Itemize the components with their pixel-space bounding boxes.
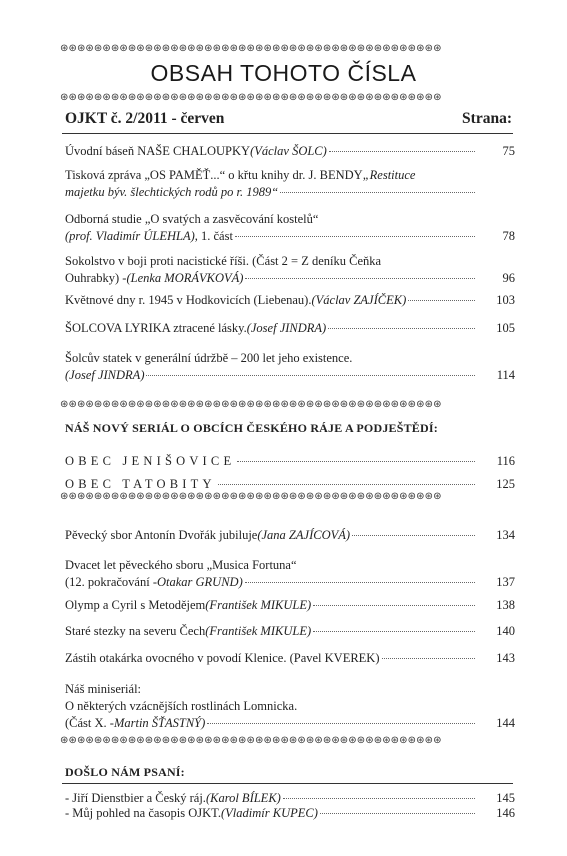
entry-page-number: 114	[496, 368, 515, 382]
dot-leader	[218, 484, 475, 485]
entry-text: Zástih otakárka ovocného v povodí Klenice. (Pavel KVEREK)	[65, 651, 380, 665]
entry-page-number: 96	[502, 271, 515, 285]
entry-text: O některých vzácnějších rostlinách Lomnicka.	[65, 699, 298, 713]
page-title: OBSAH TOHOTO ČÍSLA	[150, 60, 417, 86]
toc-entry	[65, 143, 515, 160]
entry-text: Náš miniseriál:	[65, 682, 142, 696]
entry-author: (Jana ZAJÍCOVÁ)	[257, 528, 351, 542]
ornament-border-section3: ⊛⊛⊛⊛⊛⊛⊛⊛⊛⊛⊛⊛⊛⊛⊛⊛⊛⊛⊛⊛⊛⊛⊛⊛⊛⊛⊛⊛⊛⊛⊛⊛⊛⊛⊛⊛⊛⊛⊛⊛⊛⊛⊛⊛⊛	[60, 736, 442, 746]
entry-line	[65, 574, 515, 591]
section-heading-series: NÁŠ NOVÝ SERIÁL O OBCÍCH ČESKÉHO RÁJE A PODJEŠTĚDÍ:	[65, 421, 438, 435]
dot-leader	[382, 658, 476, 659]
toc-entry	[65, 650, 515, 667]
entry-author: (Lenka MORÁVKOVÁ)	[126, 271, 244, 285]
entry-author: (František MIKULE)	[205, 598, 312, 612]
letter-entry	[65, 805, 515, 822]
entry-text: Úvodní báseň NAŠE CHALOUPKY	[65, 144, 251, 158]
entry-text: Pěvecký sbor Antonín Dvořák jubiluje	[65, 528, 258, 542]
entry-page-number: 144	[496, 716, 515, 730]
series-entry	[65, 453, 515, 470]
entry-line	[65, 270, 515, 287]
dot-leader	[280, 192, 475, 193]
toc-entry	[65, 681, 515, 732]
entry-author: Martin ŠŤASTNÝ)	[113, 716, 206, 730]
dot-leader	[408, 300, 475, 301]
entry-text: Ouhrabky) -	[65, 271, 127, 285]
ornament-border-title: ⊛⊛⊛⊛⊛⊛⊛⊛⊛⊛⊛⊛⊛⊛⊛⊛⊛⊛⊛⊛⊛⊛⊛⊛⊛⊛⊛⊛⊛⊛⊛⊛⊛⊛⊛⊛⊛⊛⊛⊛⊛⊛⊛⊛⊛	[60, 93, 442, 103]
dot-leader	[320, 813, 475, 814]
entry-text: OBEC JENIŠOVICE	[65, 454, 236, 468]
entry-author: (prof. Vladimír ÚLEHLA)	[65, 229, 195, 243]
toc-entry	[65, 597, 515, 614]
entry-text: (Část X. -	[65, 716, 114, 730]
entry-author: „Restituce	[362, 168, 416, 182]
entry-page-number: 125	[496, 477, 515, 491]
dot-leader	[283, 798, 475, 799]
entry-page-number: 78	[502, 229, 515, 243]
entry-text: OBEC TATOBITY	[65, 477, 216, 491]
entry-line	[65, 350, 515, 367]
entry-page-number: 143	[496, 651, 515, 665]
entry-line	[65, 253, 515, 270]
entry-line	[65, 367, 515, 384]
entry-page-number: 105	[496, 321, 515, 335]
entry-line	[65, 623, 515, 640]
entry-text: Staré stezky na severu Čech	[65, 624, 206, 638]
dot-leader	[235, 236, 475, 237]
dot-leader	[245, 582, 475, 583]
entry-author: majetku býv. šlechtických rodů po r. 1989“	[65, 185, 279, 199]
entry-author: (Josef JINDRA)	[246, 321, 327, 335]
entry-text-tail: , 1. část	[194, 229, 233, 243]
dot-leader	[352, 535, 475, 536]
toc-entry	[65, 167, 515, 201]
section-heading-letters: DOŠLO NÁM PSANÍ:	[65, 765, 185, 779]
entry-line	[65, 681, 515, 698]
entry-line	[65, 453, 515, 470]
dot-leader	[245, 278, 475, 279]
entry-line	[65, 698, 515, 715]
entry-page-number: 75	[502, 144, 515, 158]
page-column-header: Strana:	[462, 110, 512, 127]
toc-entry	[65, 292, 515, 309]
dot-leader	[313, 631, 475, 632]
letters-rule	[62, 783, 513, 784]
entry-page-number: 145	[496, 791, 515, 805]
entry-page-number: 116	[496, 454, 515, 468]
toc-entry	[65, 557, 515, 591]
toc-entry	[65, 623, 515, 640]
toc-entry	[65, 527, 515, 544]
entry-text: Odborná studie „O svatých a zasvěcování kostelů“	[65, 212, 319, 226]
entry-line	[65, 211, 515, 228]
entry-line	[65, 143, 515, 160]
toc-entry	[65, 320, 515, 337]
header-rule	[62, 133, 513, 134]
entry-author: Otakar GRUND)	[156, 575, 243, 589]
entry-line	[65, 320, 515, 337]
ornament-border-top: ⊛⊛⊛⊛⊛⊛⊛⊛⊛⊛⊛⊛⊛⊛⊛⊛⊛⊛⊛⊛⊛⊛⊛⊛⊛⊛⊛⊛⊛⊛⊛⊛⊛⊛⊛⊛⊛⊛⊛⊛⊛⊛⊛⊛⊛	[60, 44, 442, 54]
entry-line	[65, 597, 515, 614]
entry-page-number: 103	[496, 293, 515, 307]
entry-line	[65, 650, 515, 667]
entry-page-number: 137	[496, 575, 515, 589]
entry-line	[65, 228, 515, 245]
toc-entry	[65, 253, 515, 287]
entry-line	[65, 476, 515, 493]
ornament-border-section2: ⊛⊛⊛⊛⊛⊛⊛⊛⊛⊛⊛⊛⊛⊛⊛⊛⊛⊛⊛⊛⊛⊛⊛⊛⊛⊛⊛⊛⊛⊛⊛⊛⊛⊛⊛⊛⊛⊛⊛⊛⊛⊛⊛⊛⊛	[60, 492, 442, 502]
dot-leader	[146, 375, 475, 376]
entry-text: Olymp a Cyril s Metodějem	[65, 598, 206, 612]
dot-leader	[328, 328, 475, 329]
entry-author: (Josef JINDRA)	[65, 368, 145, 382]
entry-line	[65, 715, 515, 732]
entry-text: Dvacet let pěveckého sboru „Musica Fortuna“	[65, 558, 297, 572]
dot-leader	[329, 151, 475, 152]
entry-text: Květnové dny r. 1945 v Hodkovicích (Liebenau).	[65, 293, 312, 307]
entry-text: - Jiří Dienstbier a Český ráj.	[65, 791, 206, 805]
entry-text: - Můj pohled na časopis OJKT.	[65, 806, 221, 820]
entry-line	[65, 167, 515, 184]
entry-text: Šolcův statek v generální údržbě – 200 let jeho existence.	[65, 351, 353, 365]
entry-line	[65, 184, 515, 201]
entry-author: (Václav ŠOLC)	[250, 144, 327, 158]
dot-leader	[313, 605, 475, 606]
entry-text: Tisková zpráva „OS PAMĚŤ...“ o křtu knihy dr. J. BENDY	[65, 168, 363, 182]
entry-page-number: 138	[496, 598, 515, 612]
toc-entry	[65, 350, 515, 384]
issue-label: OJKT č. 2/2011 - červen	[65, 110, 225, 127]
entry-line	[65, 527, 515, 544]
entry-text: Sokolstvo v boji proti nacistické říši. (Část 2 = Z deníku Čeňka	[65, 254, 382, 268]
dot-leader	[207, 723, 475, 724]
toc-entry	[65, 211, 515, 245]
entry-text: ŠOLCOVA LYRIKA ztracené lásky.	[65, 321, 247, 335]
entry-author: (Vladimír KUPEC)	[221, 806, 318, 820]
entry-page-number: 146	[496, 806, 515, 820]
entry-author: (Václav ZAJÍČEK)	[311, 293, 407, 307]
entry-author: (Karol BÍLEK)	[205, 791, 281, 805]
series-entry	[65, 476, 515, 493]
entry-line	[65, 292, 515, 309]
entry-author: (František MIKULE)	[205, 624, 312, 638]
entry-line	[65, 557, 515, 574]
entry-line	[65, 805, 515, 822]
entry-page-number: 140	[496, 624, 515, 638]
entry-page-number: 134	[496, 528, 515, 542]
entry-text: (12. pokračování -	[65, 575, 157, 589]
dot-leader	[237, 461, 475, 462]
ornament-border-section1: ⊛⊛⊛⊛⊛⊛⊛⊛⊛⊛⊛⊛⊛⊛⊛⊛⊛⊛⊛⊛⊛⊛⊛⊛⊛⊛⊛⊛⊛⊛⊛⊛⊛⊛⊛⊛⊛⊛⊛⊛⊛⊛⊛⊛⊛	[60, 400, 442, 410]
